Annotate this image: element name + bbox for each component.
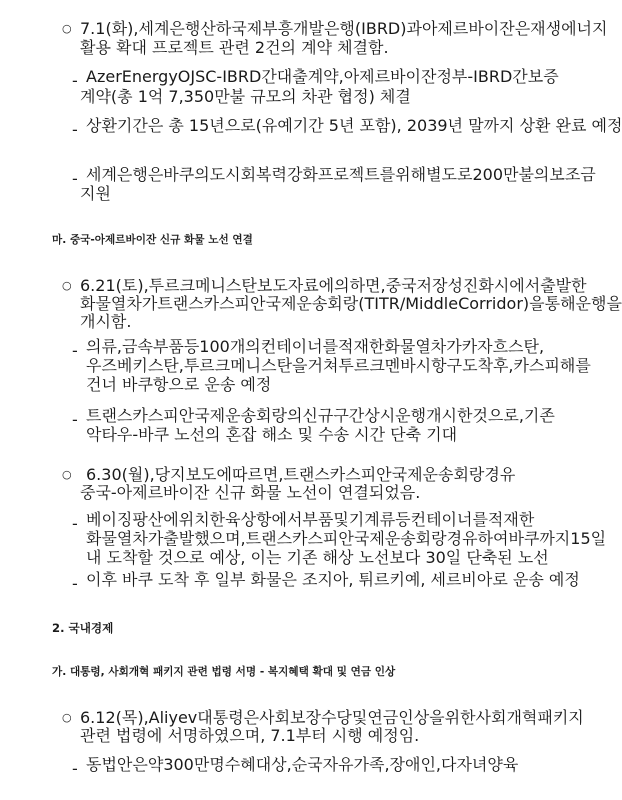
paragraph-line <box>86 67 559 86</box>
word: 트랜스카스피안 <box>283 465 392 484</box>
word: 등 <box>183 337 200 356</box>
paragraph-line <box>86 165 596 184</box>
word: 트랜스카스피안 <box>157 294 266 313</box>
word: 도시 <box>209 165 241 184</box>
word: 위한 <box>444 708 476 727</box>
word: 도착후, <box>462 356 514 375</box>
paragraph-line <box>80 294 622 313</box>
word: 재생에너지 <box>530 19 608 38</box>
word: 7.1(화), <box>80 19 139 38</box>
dash-marker: - <box>72 574 78 593</box>
dash-marker: - <box>72 71 78 90</box>
word: 유가족, <box>338 755 390 774</box>
paragraph-line: 계약(총 1억 7,350만불 규모의 차관 협정) 체결 <box>80 87 411 106</box>
paragraph-line <box>86 356 591 375</box>
word: 투르크멘바시항구 <box>338 356 463 375</box>
word: 출발했으며, <box>163 529 246 548</box>
word: 트랜스카스피안 <box>86 406 195 425</box>
paragraph-line <box>86 755 519 774</box>
paragraph-line <box>86 406 555 425</box>
word: 보조금 <box>549 165 596 184</box>
word: 다자녀 <box>441 755 488 774</box>
bullet-marker: ○ <box>62 22 72 35</box>
dash-marker: - <box>72 341 78 360</box>
word: 아제르바이잔은 <box>421 19 531 38</box>
word: 컨테이너를 <box>410 510 488 529</box>
word: 보도자료에 <box>256 276 335 295</box>
dash-marker: - <box>72 410 78 429</box>
word: 보증 <box>527 67 559 86</box>
word: 국제운송회랑의 <box>194 406 303 425</box>
section-heading: 마. 중국-아제르바이잔 신규 화물 노선 연결 <box>52 234 253 246</box>
word: 300만 <box>163 755 210 774</box>
word: 6.12(목), <box>80 708 149 727</box>
word: 카자흐스탄, <box>461 337 545 356</box>
word: 프로젝트를 <box>317 165 396 184</box>
word: 구간 <box>333 406 365 425</box>
bullet-marker: ○ <box>62 711 72 724</box>
word: 간 <box>261 67 277 86</box>
word: 화물열차가 <box>86 529 164 548</box>
dash-marker: - <box>72 169 78 188</box>
word: 따르면, <box>231 465 284 484</box>
dash-marker: - <box>72 120 78 139</box>
paragraph-line: 개시함. <box>80 312 132 331</box>
bullet-marker: ○ <box>62 468 72 481</box>
word: 경유하여 <box>446 529 509 548</box>
word: 200만불의 <box>472 165 550 184</box>
word: Aliyev <box>148 708 198 727</box>
word: 세계은행 <box>138 19 201 38</box>
word: 인상을 <box>398 708 445 727</box>
bullet-marker: ○ <box>62 279 72 292</box>
word: 국제운송회랑 <box>353 529 447 548</box>
word: 6.30(월), <box>86 465 155 484</box>
word: 별도로 <box>426 165 473 184</box>
paragraph-line <box>80 708 584 727</box>
word: 경유 <box>484 465 516 484</box>
word: 대상, <box>255 755 292 774</box>
paragraph-line <box>86 465 516 484</box>
word: 적재한 <box>338 337 385 356</box>
word: 바쿠까지 <box>508 529 571 548</box>
word: 육상항에서 <box>225 510 303 529</box>
word: 산하 <box>200 19 232 38</box>
word: 금속부품 <box>122 337 184 356</box>
word: 컨테이너를 <box>260 337 339 356</box>
word: 6.21(토), <box>80 276 149 295</box>
paragraph-line <box>80 19 608 38</box>
word: 대출 <box>276 67 308 86</box>
word: 계약, <box>307 67 344 86</box>
word: 수당 <box>320 708 352 727</box>
word: 국제운송회랑(TITR/Middle <box>265 294 459 313</box>
paragraph-line <box>86 510 535 529</box>
paragraph-line: 내 도착할 것으로 예상, 이는 기존 해상 노선보다 30일 단축된 노선 <box>86 548 549 567</box>
word: 통해 <box>544 294 576 313</box>
word: 거쳐 <box>307 356 339 375</box>
word: 보도에 <box>185 465 232 484</box>
word: 아제르바이잔 <box>343 67 437 86</box>
dash-marker: - <box>72 514 78 533</box>
word: 신규 <box>302 406 334 425</box>
word: 기존 <box>523 406 555 425</box>
word: 위치한 <box>178 510 226 529</box>
word: 우즈베키스탄, <box>86 356 184 375</box>
word: 개시한 <box>426 406 473 425</box>
word: 의류, <box>86 337 122 356</box>
word: 사회개혁 <box>475 708 538 727</box>
word: 대통령은 <box>197 708 260 727</box>
word: AzerEnergy <box>86 67 178 86</box>
word: 진화시에서 <box>462 276 541 295</box>
paragraph-line: 활용 확대 프로젝트 관련 2건의 계약 체결함. <box>80 38 389 57</box>
word: 연금 <box>367 708 399 727</box>
word: 장애인, <box>389 755 442 774</box>
paragraph-line: 건너 바쿠항으로 운송 예정 <box>86 375 272 394</box>
word: 운행을 <box>575 294 622 313</box>
paragraph-line: 지원 <box>80 184 111 203</box>
word: 적재한 <box>487 510 535 529</box>
word: 및 <box>351 708 368 727</box>
word: 명 <box>209 755 225 774</box>
word: 의하면, <box>334 276 386 295</box>
dash-marker: - <box>72 759 78 778</box>
word: Corridor)을 <box>458 294 545 313</box>
word: 세계은행은 <box>86 165 164 184</box>
word: 당지 <box>154 465 186 484</box>
word: 회복력 <box>240 165 287 184</box>
paragraph-line: 중국-아제르바이잔 신규 화물 노선이 연결되었음. <box>80 483 421 502</box>
word: 수혜 <box>224 755 256 774</box>
word: 것으로, <box>472 406 524 425</box>
word: 바쿠의 <box>163 165 210 184</box>
word: 팡산에 <box>132 510 179 529</box>
word: 화물열차가 <box>80 294 158 313</box>
paragraph-line <box>86 337 545 356</box>
section-heading: 2. 국내경제 <box>52 621 114 635</box>
word: 강화 <box>286 165 318 184</box>
word: 및 <box>333 510 349 529</box>
paragraph-line: 악타우-바쿠 노선의 혼잡 해소 및 수송 시간 단축 기대 <box>86 425 458 444</box>
word: 양육 <box>487 755 519 774</box>
word: 상시운행 <box>364 406 427 425</box>
word: 순국자 <box>291 755 339 774</box>
word: 투르크메니스탄 <box>148 276 257 295</box>
word: 국제운송회랑 <box>391 465 485 484</box>
word: 국제부흥개발은행(IBRD)과 <box>231 19 422 38</box>
word: 사회보장 <box>259 708 321 727</box>
word: 패키지 <box>537 708 584 727</box>
word: 부품 <box>302 510 334 529</box>
word: 카스피해를 <box>513 356 591 375</box>
word: 100개의 <box>199 337 261 356</box>
word: IBRD <box>473 67 513 86</box>
paragraph-line: 상환기간은 총 15년으로(유예기간 5년 포함), 2039년 말까지 상환 완료 예정 <box>86 116 622 135</box>
word: 동 <box>86 755 102 774</box>
word: 기계류 <box>348 510 396 529</box>
word: 베이징 <box>86 510 133 529</box>
word: 간 <box>512 67 528 86</box>
word: 중국 <box>385 276 417 295</box>
paragraph-line <box>80 276 587 295</box>
word: 트랜스카스피안 <box>245 529 354 548</box>
word: 저장성 <box>416 276 463 295</box>
section-heading: 가. 대통령, 사회개혁 패키지 관련 법령 서명 - 복지혜택 확대 및 연금 인상 <box>52 666 396 678</box>
word: OJSC-IBRD <box>177 67 262 86</box>
word: 15일 <box>570 529 607 548</box>
word: 투르크메니스탄을 <box>183 356 308 375</box>
paragraph-line: 이후 바쿠 도착 후 일부 화물은 조지아, 튀르키예, 세르비아로 운송 예정 <box>86 570 580 589</box>
word: 출발한 <box>540 276 587 295</box>
word: 약 <box>147 755 164 774</box>
paragraph-line: 관련 법령에 서명하였으며, 7.1부터 시행 예정임. <box>80 726 420 745</box>
word: 화물열차가 <box>384 337 462 356</box>
word: 법안은 <box>101 755 148 774</box>
word: 등 <box>395 510 411 529</box>
word: 위해 <box>395 165 427 184</box>
paragraph-line <box>86 529 607 548</box>
word: 정부- <box>436 67 474 86</box>
